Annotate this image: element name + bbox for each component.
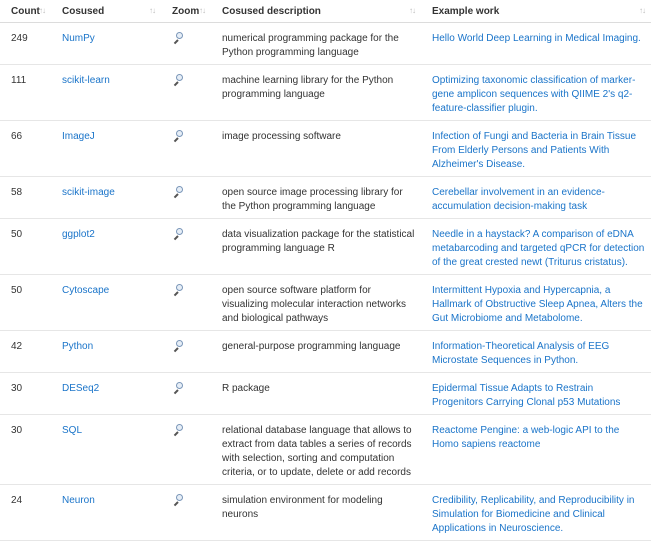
table-row	[0, 373, 651, 415]
count-cell: 66	[0, 121, 51, 177]
cosused-link[interactable]: scikit-image	[51, 177, 161, 219]
magnifier-icon[interactable]	[173, 382, 184, 393]
count-cell: 111	[0, 65, 51, 121]
description-cell: relational database language that allows to extract from data tables a series of records with selection, sorting and computation criteria, or to update, delete or add records	[211, 415, 421, 485]
cosused-link[interactable]: NumPy	[51, 23, 161, 65]
zoom-cell	[161, 331, 211, 373]
magnifier-icon[interactable]	[173, 424, 184, 435]
count-cell: 30	[0, 373, 51, 415]
example-work-link[interactable]: Infection of Fungi and Bacteria in Brain Tissue From Elderly Persons and Patients With Alzheimer's Disease.	[421, 121, 651, 177]
magnifier-icon[interactable]	[173, 340, 184, 351]
description-cell: general-purpose programming language	[211, 331, 421, 373]
example-work-link[interactable]: Needle in a haystack? A comparison of eDNA metabarcoding and targeted qPCR for detection of the great crested newt (Triturus cristatus).	[421, 219, 651, 275]
zoom-cell	[161, 177, 211, 219]
table-row	[0, 23, 651, 65]
count-cell: 24	[0, 485, 51, 541]
column-header-zoom[interactable]	[161, 0, 211, 23]
table-row	[0, 65, 651, 121]
table-row	[0, 485, 651, 541]
zoom-cell	[161, 121, 211, 177]
count-cell: 30	[0, 415, 51, 485]
magnifier-icon[interactable]	[173, 74, 184, 85]
magnifier-icon[interactable]	[173, 284, 184, 295]
table-row	[0, 121, 651, 177]
description-cell: open source software platform for visualizing molecular interaction networks and biological pathways	[211, 275, 421, 331]
column-header-label: Zoom	[172, 5, 200, 17]
table-row	[0, 177, 651, 219]
description-cell: machine learning library for the Python programming language	[211, 65, 421, 121]
description-cell: data visualization package for the statistical programming language R	[211, 219, 421, 275]
example-work-link[interactable]: Cerebellar involvement in an evidence-accumulation decision-making task	[421, 177, 651, 219]
sort-arrows-icon[interactable]: ↑↓	[39, 6, 45, 15]
description-cell: numerical programming package for the Python programming language	[211, 23, 421, 65]
table-row	[0, 331, 651, 373]
table-row	[0, 415, 651, 485]
magnifier-icon[interactable]	[173, 130, 184, 141]
example-work-link[interactable]: Hello World Deep Learning in Medical Imaging.	[421, 23, 651, 65]
sort-arrows-icon[interactable]: ↑↓	[639, 6, 645, 15]
magnifier-icon[interactable]	[173, 32, 184, 43]
example-work-link[interactable]: Reactome Pengine: a web-logic API to the Homo sapiens reactome	[421, 415, 651, 485]
description-cell: R package	[211, 373, 421, 415]
magnifier-icon[interactable]	[173, 228, 184, 239]
description-cell: simulation environment for modeling neurons	[211, 485, 421, 541]
example-work-link[interactable]: Intermittent Hypoxia and Hypercapnia, a Hallmark of Obstructive Sleep Apnea, Alters the Gut Microbiome and Metabolome.	[421, 275, 651, 331]
table-row	[0, 219, 651, 275]
cosused-link[interactable]: Python	[51, 331, 161, 373]
magnifier-icon[interactable]	[173, 494, 184, 505]
cosused-link[interactable]: Cytoscape	[51, 275, 161, 331]
example-work-link[interactable]: Credibility, Replicability, and Reproducibility in Simulation for Biomedicine and Clinical Applications in Neuroscience.	[421, 485, 651, 541]
count-cell: 50	[0, 275, 51, 331]
zoom-cell	[161, 485, 211, 541]
count-cell: 58	[0, 177, 51, 219]
column-header-label: Example work	[432, 5, 500, 17]
sort-arrows-icon[interactable]: ↑↓	[409, 6, 415, 15]
zoom-cell	[161, 415, 211, 485]
count-cell: 42	[0, 331, 51, 373]
cosused-link[interactable]: ggplot2	[51, 219, 161, 275]
count-cell: 50	[0, 219, 51, 275]
example-work-link[interactable]: Epidermal Tissue Adapts to Restrain Progenitors Carrying Clonal p53 Mutations	[421, 373, 651, 415]
cosused-link[interactable]: DESeq2	[51, 373, 161, 415]
magnifier-icon[interactable]	[173, 186, 184, 197]
column-header-description[interactable]	[211, 0, 421, 23]
cosused-link[interactable]: ImageJ	[51, 121, 161, 177]
header-row	[0, 0, 651, 23]
count-cell: 249	[0, 23, 51, 65]
table-row	[0, 275, 651, 331]
example-work-link[interactable]: Information-Theoretical Analysis of EEG Microstate Sequences in Python.	[421, 331, 651, 373]
column-header-label: Cosused description	[222, 5, 321, 17]
cosused-link[interactable]: scikit-learn	[51, 65, 161, 121]
description-cell: open source image processing library for the Python programming language	[211, 177, 421, 219]
zoom-cell	[161, 23, 211, 65]
zoom-cell	[161, 373, 211, 415]
column-header-cosused[interactable]	[51, 0, 161, 23]
column-header-label: Cosused	[62, 5, 105, 17]
sort-arrows-icon[interactable]: ↑↓	[199, 6, 205, 15]
zoom-cell	[161, 219, 211, 275]
description-cell: image processing software	[211, 121, 421, 177]
cosused-link[interactable]: SQL	[51, 415, 161, 485]
zoom-cell	[161, 65, 211, 121]
cosused-link[interactable]: Neuron	[51, 485, 161, 541]
example-work-link[interactable]: Optimizing taxonomic classification of marker-gene amplicon sequences with QIIME 2's q2-feature-classifier plugin.	[421, 65, 651, 121]
column-header-label: Count	[11, 5, 40, 17]
zoom-cell	[161, 275, 211, 331]
sort-arrows-icon[interactable]: ↑↓	[149, 6, 155, 15]
column-header-example-work[interactable]	[421, 0, 651, 23]
column-header-count[interactable]	[0, 0, 51, 23]
